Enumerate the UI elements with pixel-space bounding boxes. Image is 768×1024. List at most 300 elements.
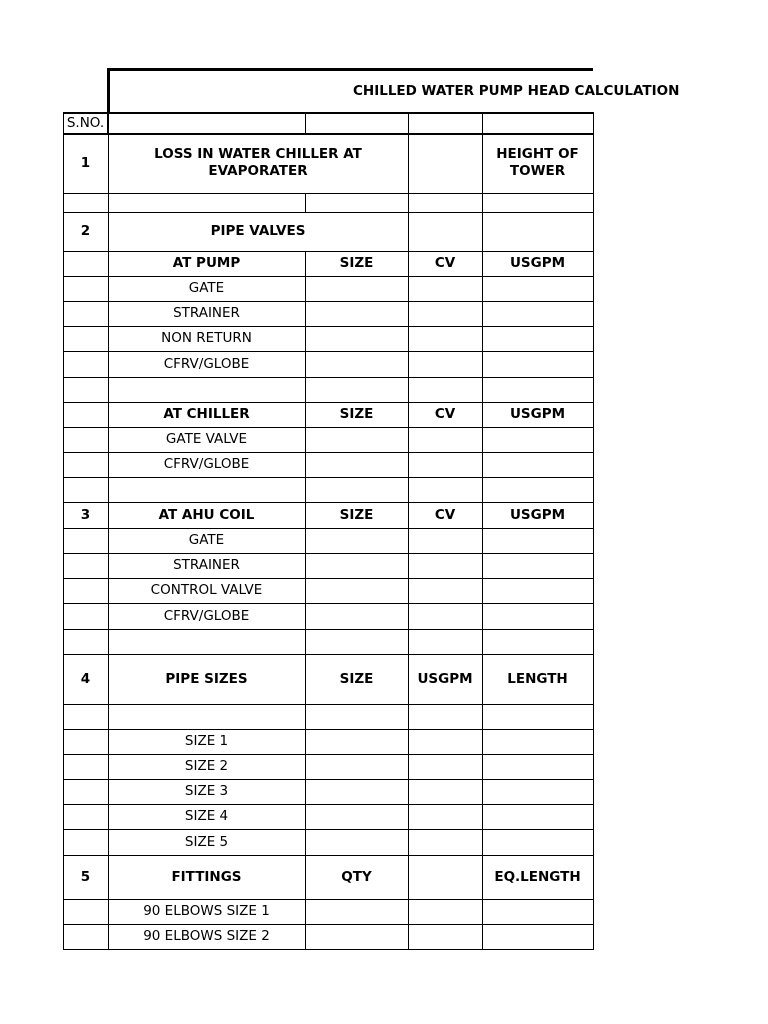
description-cell: FITTINGS xyxy=(171,868,242,885)
col-line xyxy=(408,351,409,377)
col-line xyxy=(482,603,483,629)
column5-cell xyxy=(482,779,593,804)
col-line xyxy=(593,528,594,554)
column3-cell xyxy=(305,779,408,804)
col-line xyxy=(63,301,64,326)
col-line xyxy=(108,377,109,402)
col-line xyxy=(593,899,594,925)
col-line xyxy=(482,779,483,804)
column3-cell xyxy=(305,553,408,578)
row-border xyxy=(63,829,594,830)
col-line xyxy=(408,276,409,301)
col-line xyxy=(63,603,64,629)
sno-cell xyxy=(63,477,108,502)
column4-cell xyxy=(408,754,482,779)
description-cell: AT CHILLER xyxy=(163,406,250,422)
column4-cell xyxy=(408,704,482,729)
col-line xyxy=(408,629,409,654)
col-line xyxy=(63,477,64,502)
sno-cell xyxy=(63,326,108,351)
col-line xyxy=(482,427,483,452)
col-line xyxy=(408,654,409,704)
col-line xyxy=(482,704,483,729)
col-line xyxy=(408,402,409,427)
sno-cell xyxy=(63,603,108,629)
column4-cell xyxy=(408,477,482,502)
col-line xyxy=(408,829,409,855)
col-line xyxy=(305,829,306,855)
sheet-title: CHILLED WATER PUMP HEAD CALCULATION xyxy=(353,83,680,99)
row-border xyxy=(63,754,594,755)
col-line xyxy=(108,301,109,326)
row-border xyxy=(63,477,594,478)
col-line xyxy=(593,779,594,805)
description-cell xyxy=(108,477,305,502)
col-line xyxy=(305,629,306,654)
column5-cell xyxy=(482,578,593,603)
sno-cell xyxy=(63,452,108,477)
col-line xyxy=(63,133,64,193)
row-border xyxy=(63,899,594,900)
column3-cell xyxy=(305,804,408,829)
col-line xyxy=(108,603,109,629)
description-cell: SIZE 4 xyxy=(184,808,229,824)
header-col-line xyxy=(107,112,109,133)
description-cell: NON RETURN xyxy=(161,330,252,346)
sno-cell xyxy=(63,829,108,855)
col-line xyxy=(108,578,109,603)
header-col-line xyxy=(63,112,64,133)
column5-cell: HEIGHT OF TOWER xyxy=(496,146,579,179)
column4-cell xyxy=(408,779,482,804)
row-border xyxy=(63,452,594,453)
col-line xyxy=(408,212,409,251)
column4-cell xyxy=(408,578,482,603)
column4-cell xyxy=(408,301,482,326)
col-line xyxy=(305,427,306,452)
sno-cell xyxy=(63,427,108,452)
col-line xyxy=(408,326,409,351)
column4-cell xyxy=(408,729,482,754)
col-line xyxy=(482,377,483,402)
col-line xyxy=(482,251,483,276)
col-line xyxy=(63,251,64,276)
description-cell: STRAINER xyxy=(173,557,240,573)
col-line xyxy=(63,855,64,899)
col-line xyxy=(408,804,409,829)
title-top-border xyxy=(107,68,593,71)
header-col-line xyxy=(593,112,594,133)
col-line xyxy=(593,326,594,352)
col-line xyxy=(593,603,594,630)
col-line xyxy=(408,193,409,212)
row-border xyxy=(63,729,594,730)
description-cell: CFRV/GLOBE xyxy=(163,607,250,624)
column4-cell: CV xyxy=(434,506,456,523)
row-border xyxy=(63,193,594,194)
description-cell xyxy=(108,629,305,654)
row-border xyxy=(63,629,594,630)
row-border xyxy=(63,949,594,950)
col-line xyxy=(63,578,64,603)
col-line xyxy=(63,351,64,377)
column4-cell xyxy=(408,528,482,553)
col-line xyxy=(63,804,64,829)
col-line xyxy=(408,427,409,452)
column5-cell xyxy=(482,553,593,578)
col-line xyxy=(305,193,306,212)
col-line xyxy=(63,553,64,578)
col-line xyxy=(482,629,483,654)
column4-cell xyxy=(408,829,482,855)
description-cell: CFRV/GLOBE xyxy=(163,355,250,372)
col-line xyxy=(482,578,483,603)
column4-cell xyxy=(408,133,482,193)
col-line xyxy=(482,452,483,477)
title-left-border xyxy=(107,68,110,113)
col-line xyxy=(108,133,109,193)
col-line xyxy=(482,829,483,855)
col-line xyxy=(305,351,306,377)
sno-cell xyxy=(63,553,108,578)
header-bottom-border xyxy=(63,133,594,135)
row-border xyxy=(63,528,594,529)
sno-cell: 2 xyxy=(80,223,91,239)
column3-cell xyxy=(305,729,408,754)
description-cell: PIPE VALVES xyxy=(210,223,306,239)
column3-cell xyxy=(305,578,408,603)
column5-cell xyxy=(482,452,593,477)
column5-cell xyxy=(482,729,593,754)
column5-cell xyxy=(482,528,593,553)
col-line xyxy=(305,276,306,301)
column3-cell xyxy=(305,829,408,855)
col-line xyxy=(593,402,594,428)
column4-cell xyxy=(408,351,482,377)
col-line xyxy=(482,301,483,326)
col-line xyxy=(108,351,109,377)
column3-cell xyxy=(305,528,408,553)
col-line xyxy=(63,212,64,251)
col-line xyxy=(482,804,483,829)
column4-cell xyxy=(408,899,482,924)
row-border xyxy=(63,804,594,805)
column3-cell xyxy=(305,193,408,212)
column5-cell: USGPM xyxy=(509,506,566,523)
sno-cell xyxy=(63,779,108,804)
col-line xyxy=(482,528,483,553)
column4-cell: CV xyxy=(434,255,456,271)
col-line xyxy=(408,528,409,553)
sno-cell xyxy=(63,276,108,301)
column5-cell xyxy=(482,377,593,402)
column3-cell: SIZE xyxy=(339,506,374,523)
column4-cell xyxy=(408,276,482,301)
sno-cell xyxy=(63,402,108,427)
column3-cell xyxy=(305,924,408,949)
row-border xyxy=(63,212,594,213)
col-line xyxy=(408,899,409,924)
col-line xyxy=(593,251,594,277)
col-line xyxy=(305,502,306,528)
col-line xyxy=(63,729,64,754)
sno-cell xyxy=(63,729,108,754)
col-line xyxy=(108,899,109,924)
col-line xyxy=(108,276,109,301)
col-line xyxy=(593,193,594,213)
sno-cell: 1 xyxy=(80,154,91,171)
col-line xyxy=(63,326,64,351)
description-cell xyxy=(108,704,305,729)
column5-cell xyxy=(482,477,593,502)
column4-cell xyxy=(408,212,482,251)
column4-cell xyxy=(408,855,482,899)
col-line xyxy=(63,193,64,212)
col-line xyxy=(305,704,306,729)
sno-cell: 5 xyxy=(80,868,91,885)
column3-cell xyxy=(305,899,408,924)
column3-cell xyxy=(305,427,408,452)
column4-cell xyxy=(408,377,482,402)
description-cell: AT PUMP xyxy=(172,255,241,271)
description-cell: STRAINER xyxy=(173,305,240,321)
col-line xyxy=(593,301,594,327)
col-line xyxy=(305,377,306,402)
description-cell: SIZE 5 xyxy=(184,833,229,850)
sno-cell xyxy=(63,899,108,924)
col-line xyxy=(408,477,409,502)
col-line xyxy=(63,402,64,427)
col-line xyxy=(108,654,109,704)
sno-cell xyxy=(63,251,108,276)
col-line xyxy=(63,704,64,729)
column3-cell xyxy=(305,704,408,729)
col-line xyxy=(305,477,306,502)
row-border xyxy=(63,326,594,327)
col-line xyxy=(482,326,483,351)
col-line xyxy=(63,276,64,301)
column3-cell xyxy=(305,754,408,779)
col-line xyxy=(408,553,409,578)
column4-cell xyxy=(408,603,482,629)
row-border xyxy=(63,779,594,780)
col-line xyxy=(593,212,594,252)
col-line xyxy=(108,804,109,829)
row-border xyxy=(63,553,594,554)
col-line xyxy=(63,452,64,477)
col-line xyxy=(593,729,594,755)
sno-cell xyxy=(63,578,108,603)
column5-cell xyxy=(482,804,593,829)
column5-cell: USGPM xyxy=(509,255,566,271)
col-line xyxy=(408,779,409,804)
col-line xyxy=(482,729,483,754)
sno-cell xyxy=(63,704,108,729)
col-line xyxy=(408,729,409,754)
col-line xyxy=(408,251,409,276)
col-line xyxy=(408,603,409,629)
col-line xyxy=(108,326,109,351)
col-line xyxy=(408,301,409,326)
col-line xyxy=(482,351,483,377)
column3-cell xyxy=(305,477,408,502)
column3-cell: SIZE xyxy=(339,255,374,271)
row-border xyxy=(63,603,594,604)
column5-cell: EQ.LENGTH xyxy=(494,868,581,885)
sno-cell: 4 xyxy=(80,670,91,687)
column5-cell xyxy=(482,899,593,924)
row-border xyxy=(63,351,594,352)
column5-cell xyxy=(482,212,593,251)
column3-cell xyxy=(305,629,408,654)
col-line xyxy=(108,729,109,754)
col-line xyxy=(408,133,409,193)
col-line xyxy=(108,212,109,251)
sno-cell xyxy=(63,193,108,212)
column4-cell xyxy=(408,427,482,452)
col-line xyxy=(408,377,409,402)
col-line xyxy=(305,804,306,829)
description-cell: PIPE SIZES xyxy=(165,670,248,687)
col-line xyxy=(63,779,64,804)
col-line xyxy=(63,502,64,528)
column3-cell xyxy=(305,452,408,477)
col-line xyxy=(408,578,409,603)
col-line xyxy=(593,855,594,900)
col-line xyxy=(63,377,64,402)
sno-cell xyxy=(63,528,108,553)
column4-cell: USGPM xyxy=(417,670,473,687)
col-line xyxy=(593,133,594,194)
row-border xyxy=(63,276,594,277)
column4-cell xyxy=(408,193,482,212)
column4-cell xyxy=(408,924,482,949)
col-line xyxy=(482,924,483,949)
description-cell: CFRV/GLOBE xyxy=(163,456,250,472)
column3-cell xyxy=(305,603,408,629)
column5-cell xyxy=(482,301,593,326)
col-line xyxy=(482,402,483,427)
column5-cell xyxy=(482,924,593,949)
column5-cell xyxy=(482,603,593,629)
column3-cell xyxy=(305,301,408,326)
col-line xyxy=(482,193,483,212)
col-line xyxy=(108,452,109,477)
col-line xyxy=(593,654,594,705)
column4-cell: CV xyxy=(434,406,456,422)
col-line xyxy=(593,704,594,730)
column5-cell xyxy=(482,427,593,452)
col-line xyxy=(108,629,109,654)
col-line xyxy=(593,502,594,529)
col-line xyxy=(408,704,409,729)
col-line xyxy=(593,578,594,604)
col-line xyxy=(108,924,109,949)
sno-cell xyxy=(63,924,108,949)
col-line xyxy=(108,779,109,804)
row-border xyxy=(63,377,594,378)
sno-cell xyxy=(63,804,108,829)
col-line xyxy=(63,528,64,553)
col-line xyxy=(593,351,594,378)
row-border xyxy=(63,427,594,428)
column5-cell xyxy=(482,326,593,351)
col-line xyxy=(305,402,306,427)
col-line xyxy=(305,899,306,924)
column5-cell xyxy=(482,829,593,855)
col-line xyxy=(593,377,594,403)
col-line xyxy=(305,924,306,949)
column4-cell xyxy=(408,326,482,351)
col-line xyxy=(63,899,64,924)
column5-cell: USGPM xyxy=(509,406,566,422)
col-line xyxy=(63,654,64,704)
header-col-line xyxy=(305,112,306,133)
col-line xyxy=(408,754,409,779)
col-line xyxy=(408,924,409,949)
col-line xyxy=(108,402,109,427)
row-border xyxy=(63,654,594,655)
row-border xyxy=(63,578,594,579)
col-line xyxy=(63,754,64,779)
col-line xyxy=(305,603,306,629)
col-line xyxy=(63,924,64,949)
sno-cell xyxy=(63,301,108,326)
header-sno: S.NO. xyxy=(66,114,105,131)
col-line xyxy=(108,427,109,452)
description-cell: GATE VALVE xyxy=(165,431,248,447)
col-line xyxy=(593,477,594,503)
header-col-line xyxy=(482,112,483,133)
sno-cell: 3 xyxy=(80,506,91,523)
col-line xyxy=(108,251,109,276)
col-line xyxy=(305,301,306,326)
col-line xyxy=(482,754,483,779)
col-line xyxy=(482,477,483,502)
sheet-title-cell xyxy=(109,70,680,112)
column4-cell xyxy=(408,804,482,829)
column3-cell xyxy=(305,351,408,377)
row-border xyxy=(63,502,594,503)
col-line xyxy=(593,804,594,830)
col-line xyxy=(108,754,109,779)
col-line xyxy=(482,212,483,251)
row-border xyxy=(63,855,594,856)
description-cell xyxy=(108,193,305,212)
col-line xyxy=(593,276,594,302)
col-line xyxy=(108,477,109,502)
sno-cell xyxy=(63,351,108,377)
description-cell: CONTROL VALVE xyxy=(150,582,263,598)
col-line xyxy=(63,829,64,855)
column3-cell: SIZE xyxy=(339,406,374,422)
column5-cell xyxy=(482,629,593,654)
col-line xyxy=(408,452,409,477)
col-line xyxy=(305,251,306,276)
description-cell: AT AHU COIL xyxy=(158,506,255,523)
col-line xyxy=(482,553,483,578)
column3-cell: SIZE xyxy=(339,670,374,687)
header-top-border xyxy=(63,112,593,114)
col-line xyxy=(408,855,409,899)
column3-cell xyxy=(305,326,408,351)
column5-cell xyxy=(482,704,593,729)
col-line xyxy=(408,502,409,528)
col-line xyxy=(593,829,594,856)
col-line xyxy=(305,578,306,603)
sno-cell xyxy=(63,629,108,654)
description-cell xyxy=(108,377,305,402)
